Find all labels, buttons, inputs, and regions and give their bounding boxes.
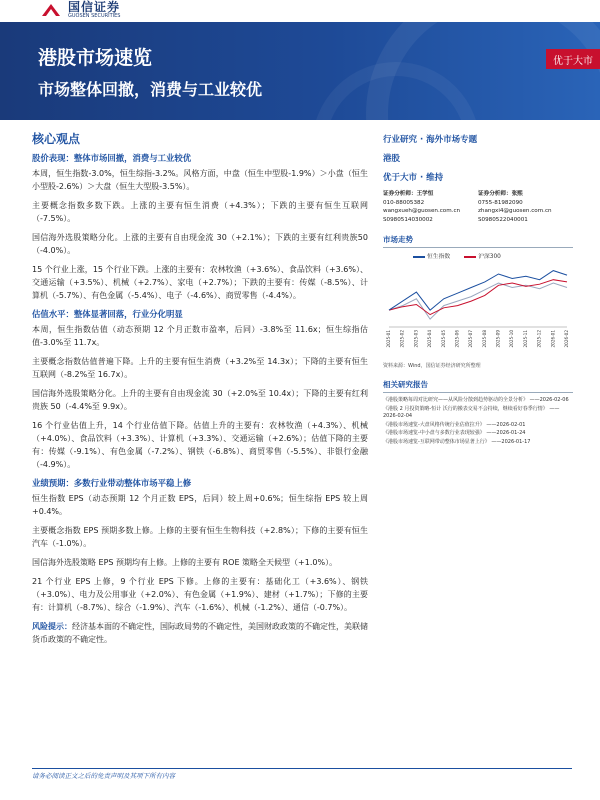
risk-warning (32, 620, 368, 646)
report-type: 行业研究 · 海外市场专题 (383, 135, 478, 145)
title-banner (0, 22, 600, 120)
paragraph: 本周，恒生指数估值（动态预期 12 个月正数市盈率，后同）-3.8%至 11.6x；恒生综指估值-3.0%至 11.7x。 (32, 325, 368, 347)
analyst-cert: S0980514030002 (383, 216, 433, 223)
x-tick-label: 2025-03 (413, 330, 419, 348)
subheading-earnings: 业绩预期：多数行业带动整体市场平稳上修 (32, 478, 192, 488)
x-tick-label: 2025-11 (522, 330, 528, 348)
paragraph: 恒生指数 EPS（动态预期 12 个月正数 EPS，后同）较上周+0.6%；恒生综指 EPS 较上周+0.4%。 (32, 494, 368, 516)
report-subtitle: 市场整体回撤，消费与工业较优 (38, 80, 263, 99)
top-header (0, 0, 600, 22)
core-views-column (32, 133, 368, 652)
market-trend-chart (383, 261, 573, 361)
legend-item (464, 251, 501, 260)
x-tick-label: 2025-06 (454, 330, 460, 348)
series-line (389, 283, 567, 319)
x-tick-label: 2025-02 (399, 330, 405, 348)
paragraph: 国信海外选股策略 EPS 预期均有上修。上修的主要有 ROE 策略全天候型（+1.0%）。 (32, 558, 338, 567)
sector-label: 港股 (383, 154, 401, 164)
x-tick-label: 2025-12 (536, 330, 542, 348)
analyst-email[interactable]: zhangxi4@guosen.com.cn (478, 208, 552, 214)
paragraph: 16 个行业估值上升，14 个行业估值下降。估值上升的主要有：农林牧渔（+4.3%）、机械（+4.0%）、食品饮料（+3.3%）、计算机（+3.3%）、交通运输（+2.6%）；估值下降的主要有：传媒（-9.1%）、有色金属（-7.2%）、钢铁（-6.8%）、商贸零售（-5.5%）、非银行金融（-4.9%）。 (32, 421, 368, 469)
analyst-cert: S0980522040001 (478, 216, 528, 223)
analyst-info (383, 190, 573, 224)
x-tick-label: 2025-05 (440, 330, 446, 348)
subheading-performance: 股价表现：整体市场回撤，消费与工业较优 (32, 153, 192, 163)
related-report-link[interactable]: 《港股策略每周对比研究——从风险分散到趋势驱动的全景分析》 ——2026-02-06 (383, 397, 569, 403)
x-tick-label: 2025-04 (427, 330, 433, 348)
x-tick-label: 2025-01 (386, 330, 391, 348)
analyst-phone: 010-88005382 (383, 199, 425, 206)
analyst-2 (478, 190, 573, 224)
related-report-link[interactable]: 《港股 2 月投资策略-恒计 沃行的搬表交易不会持续，继续看好春季行情》 ——2026-02-04 (383, 405, 560, 420)
related-report-link[interactable]: 《港股市场速览-中小盘与多数行业表现较强》 ——2026-01-24 (383, 430, 526, 437)
analyst-name: 证券分析师：王学恒 (383, 191, 434, 197)
x-tick-label: 2025-10 (509, 330, 515, 348)
paragraph: 本周，恒生指数-3.0%，恒生综指-3.2%。风格方面，中盘（恒生中型股-1.9%）＞小盘（恒生小型股-2.6%）＞大盘（恒生大型股-3.5%）。 (32, 169, 368, 191)
analyst-phone: 0755-81982090 (478, 199, 523, 206)
risk-text: 经济基本面的不确定性，国际政局势的不确定性，美国财政政策的不确定性，美联储货币政策的不确定性。 (32, 622, 368, 644)
x-tick-label: 2025-09 (495, 330, 501, 348)
related-heading: 相关研究报告 (383, 379, 573, 393)
chart-source: 资料来源：Wind，国信证券经济研究所整理 (383, 363, 481, 369)
legend-item (413, 251, 450, 260)
section-heading: 核心观点 (32, 132, 81, 146)
report-title: 港股市场速览 (38, 47, 153, 69)
rating-badge: 优于大市 (546, 49, 600, 69)
paragraph: 主要概念指数多数下跌。上涨的主要有恒生消费（+4.3%）；下跌的主要有恒生互联网（-7.5%）。 (32, 201, 368, 223)
x-tick-label: 2025-07 (468, 330, 474, 348)
logo-text-cn: 国信证券 (68, 0, 121, 14)
related-reports-list (383, 397, 573, 447)
legend-swatch (464, 256, 476, 258)
paragraph: 国信海外选股策略分化。上升的主要有自由现金流 30（+2.0%至 10.4x）；下降的主要有红利贵族 50（-4.4%至 9.9x）。 (32, 389, 368, 411)
footer-disclaimer[interactable]: 请务必阅读正文之后的免责声明及其项下所有内容 (32, 772, 175, 780)
risk-label: 风险提示： (32, 622, 72, 631)
legend-label: 恒生指数 (427, 254, 451, 260)
paragraph: 国信海外选股策略分化。上涨的主要有自由现金流 30（+2.1%）；下跌的主要有红利贵族50（-4.0%）。 (32, 233, 368, 255)
paragraph: 15 个行业上涨，15 个行业下跌。上涨的主要有：农林牧渔（+3.6%）、食品饮料（+3.6%）、交通运输（+3.5%）、机械（+2.7%）、家电（+2.7%）；下跌的主要有：传媒（-8.5%）、计算机（-5.7%）、有色金属（-5.4%）、电子（-4.6%）、商贸零售（-4.4%）。 (32, 265, 368, 300)
legend-swatch (413, 256, 425, 258)
related-report-link[interactable]: 《港股市场速览-大盘风格传统行业估值拉升》 ——2026-02-01 (383, 421, 526, 428)
x-tick-label: 2026-02 (564, 330, 569, 348)
logo-mark-icon (40, 2, 62, 18)
x-tick-label: 2025-08 (481, 330, 487, 348)
rating-line: 优于大市 · 维持 (383, 173, 444, 183)
analyst-name: 证券分析师：张熙 (478, 191, 523, 197)
logo-text-en: GUOSEN SECURITIES (68, 13, 121, 19)
analyst-1 (383, 190, 478, 224)
subheading-valuation: 估值水平：整体显著回落，行业分化明显 (32, 309, 183, 319)
chart-heading: 市场走势 (383, 234, 573, 248)
x-tick-label: 2026-01 (550, 330, 556, 348)
legend-label: 沪深300 (478, 254, 501, 260)
footer-divider (32, 768, 572, 769)
paragraph: 21 个行业 EPS 上修，9 个行业 EPS 下修。上修的主要有：基础化工（+3.6%）、钢铁（+3.0%）、电力及公用事业（+2.0%）、有色金属（+1.9%）、建材（+1.7%）；下修的主要有：计算机（-8.7%）、综合（-1.9%）、汽车（-1.6%）、机械（-1.2%）、通信（-0.7%）。 (32, 577, 368, 612)
chart-legend (383, 251, 573, 260)
analyst-email[interactable]: wangxueh@guosen.com.cn (383, 208, 461, 214)
related-report-link[interactable]: 《港股市场速览-互联网带动整体市场显著上行》 ——2026-01-17 (383, 438, 531, 445)
company-logo (40, 0, 120, 20)
sidebar-column (383, 133, 573, 448)
paragraph: 主要概念指数 EPS 预期多数上修。上修的主要有恒生生物科技（+2.8%）；下修的主要有恒生汽车（-1.0%）。 (32, 526, 368, 548)
paragraph: 主要概念指数估值普遍下降。上升的主要有恒生消费（+3.2%至 14.3x）；下降的主要有恒生互联网（-8.2%至 16.7x）。 (32, 357, 368, 379)
